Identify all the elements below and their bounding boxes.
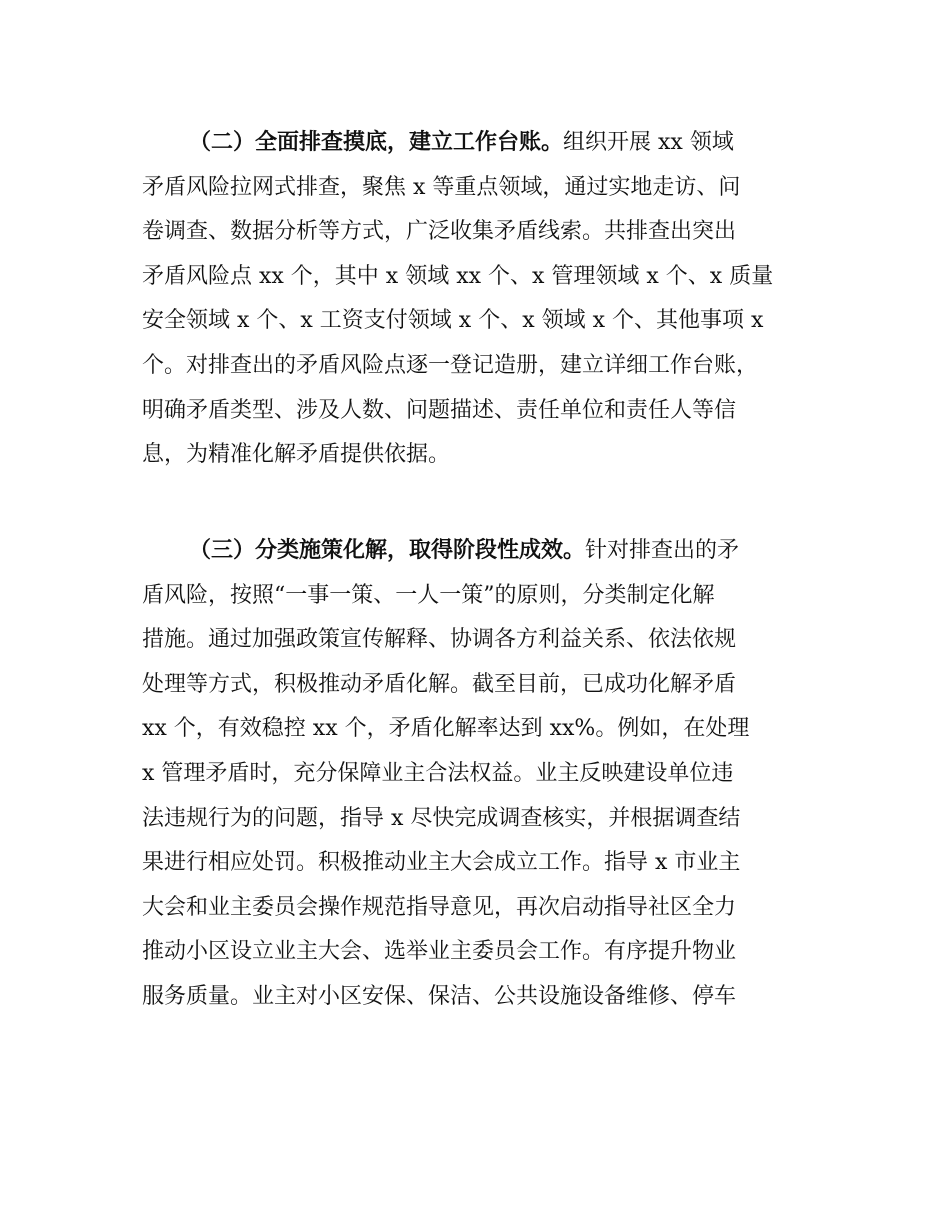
paragraph-line: 大会和业主委员会操作规范指导意见，再次启动指导社区全力 xyxy=(142,894,737,920)
paragraph-line: 盾风险，按照“一事一策、一人一策”的原则，分类制定化解 xyxy=(142,582,715,608)
paragraph-line: 果进行相应处罚。积极推动业主大会成立工作。指导 x 市业主 xyxy=(142,850,741,876)
paragraph-line: xx 个，有效稳控 xx 个，矛盾化解率达到 xx%。例如，在处理 xyxy=(142,716,750,742)
paragraph-first-line xyxy=(142,121,822,166)
line-text: 组织开展 xx 领域 xyxy=(563,130,734,155)
paragraph-line: 推动小区设立业主大会、选举业主委员会工作。有序提升物业 xyxy=(142,939,737,965)
paragraph-section-2 xyxy=(142,121,822,478)
paragraph-line: 卷调查、数据分析等方式，广泛收集矛盾线索。共排查出突出 xyxy=(142,219,737,245)
paragraph-line: 个。对排查出的矛盾风险点逐一登记造册，建立详细工作台账， xyxy=(142,352,759,378)
line-text: 针对排查出的矛 xyxy=(585,538,740,563)
paragraph-line: x 管理矛盾时，充分保障业主合法权益。业主反映建设单位违 xyxy=(142,760,734,786)
paragraph-line: 服务质量。业主对小区安保、保洁、公共设施设备维修、停车 xyxy=(142,983,737,1009)
paragraph-line: 明确矛盾类型、涉及人数、问题描述、责任单位和责任人等信 xyxy=(142,397,737,423)
paragraph-first-line xyxy=(142,529,822,574)
section-heading: （二）全面排查摸底，建立工作台账。 xyxy=(189,130,564,155)
paragraph-line: 措施。通过加强政策宣传解释、协调各方利益关系、依法依规 xyxy=(142,627,737,653)
paragraph-line: 矛盾风险拉网式排查，聚焦 x 等重点领域，通过实地走访、问 xyxy=(142,174,741,200)
paragraph-line: 处理等方式，积极推动矛盾化解。截至目前，已成功化解矛盾 xyxy=(142,671,737,697)
section-heading: （三）分类施策化解，取得阶段性成效。 xyxy=(189,538,586,563)
paragraph-line: 矛盾风险点 xx 个，其中 x 领域 xx 个、x 管理领域 x 个、x 质量 xyxy=(142,263,774,289)
paragraph-line: 安全领域 x 个、x 工资支付领域 x 个、x 领域 x 个、其他事项 x xyxy=(142,308,764,334)
paragraph-line: 法违规行为的问题，指导 x 尽快完成调查核实，并根据调查结 xyxy=(142,805,741,831)
paragraph-section-3 xyxy=(142,529,822,1020)
paragraph-line: 息，为精准化解矛盾提供依据。 xyxy=(142,442,451,468)
